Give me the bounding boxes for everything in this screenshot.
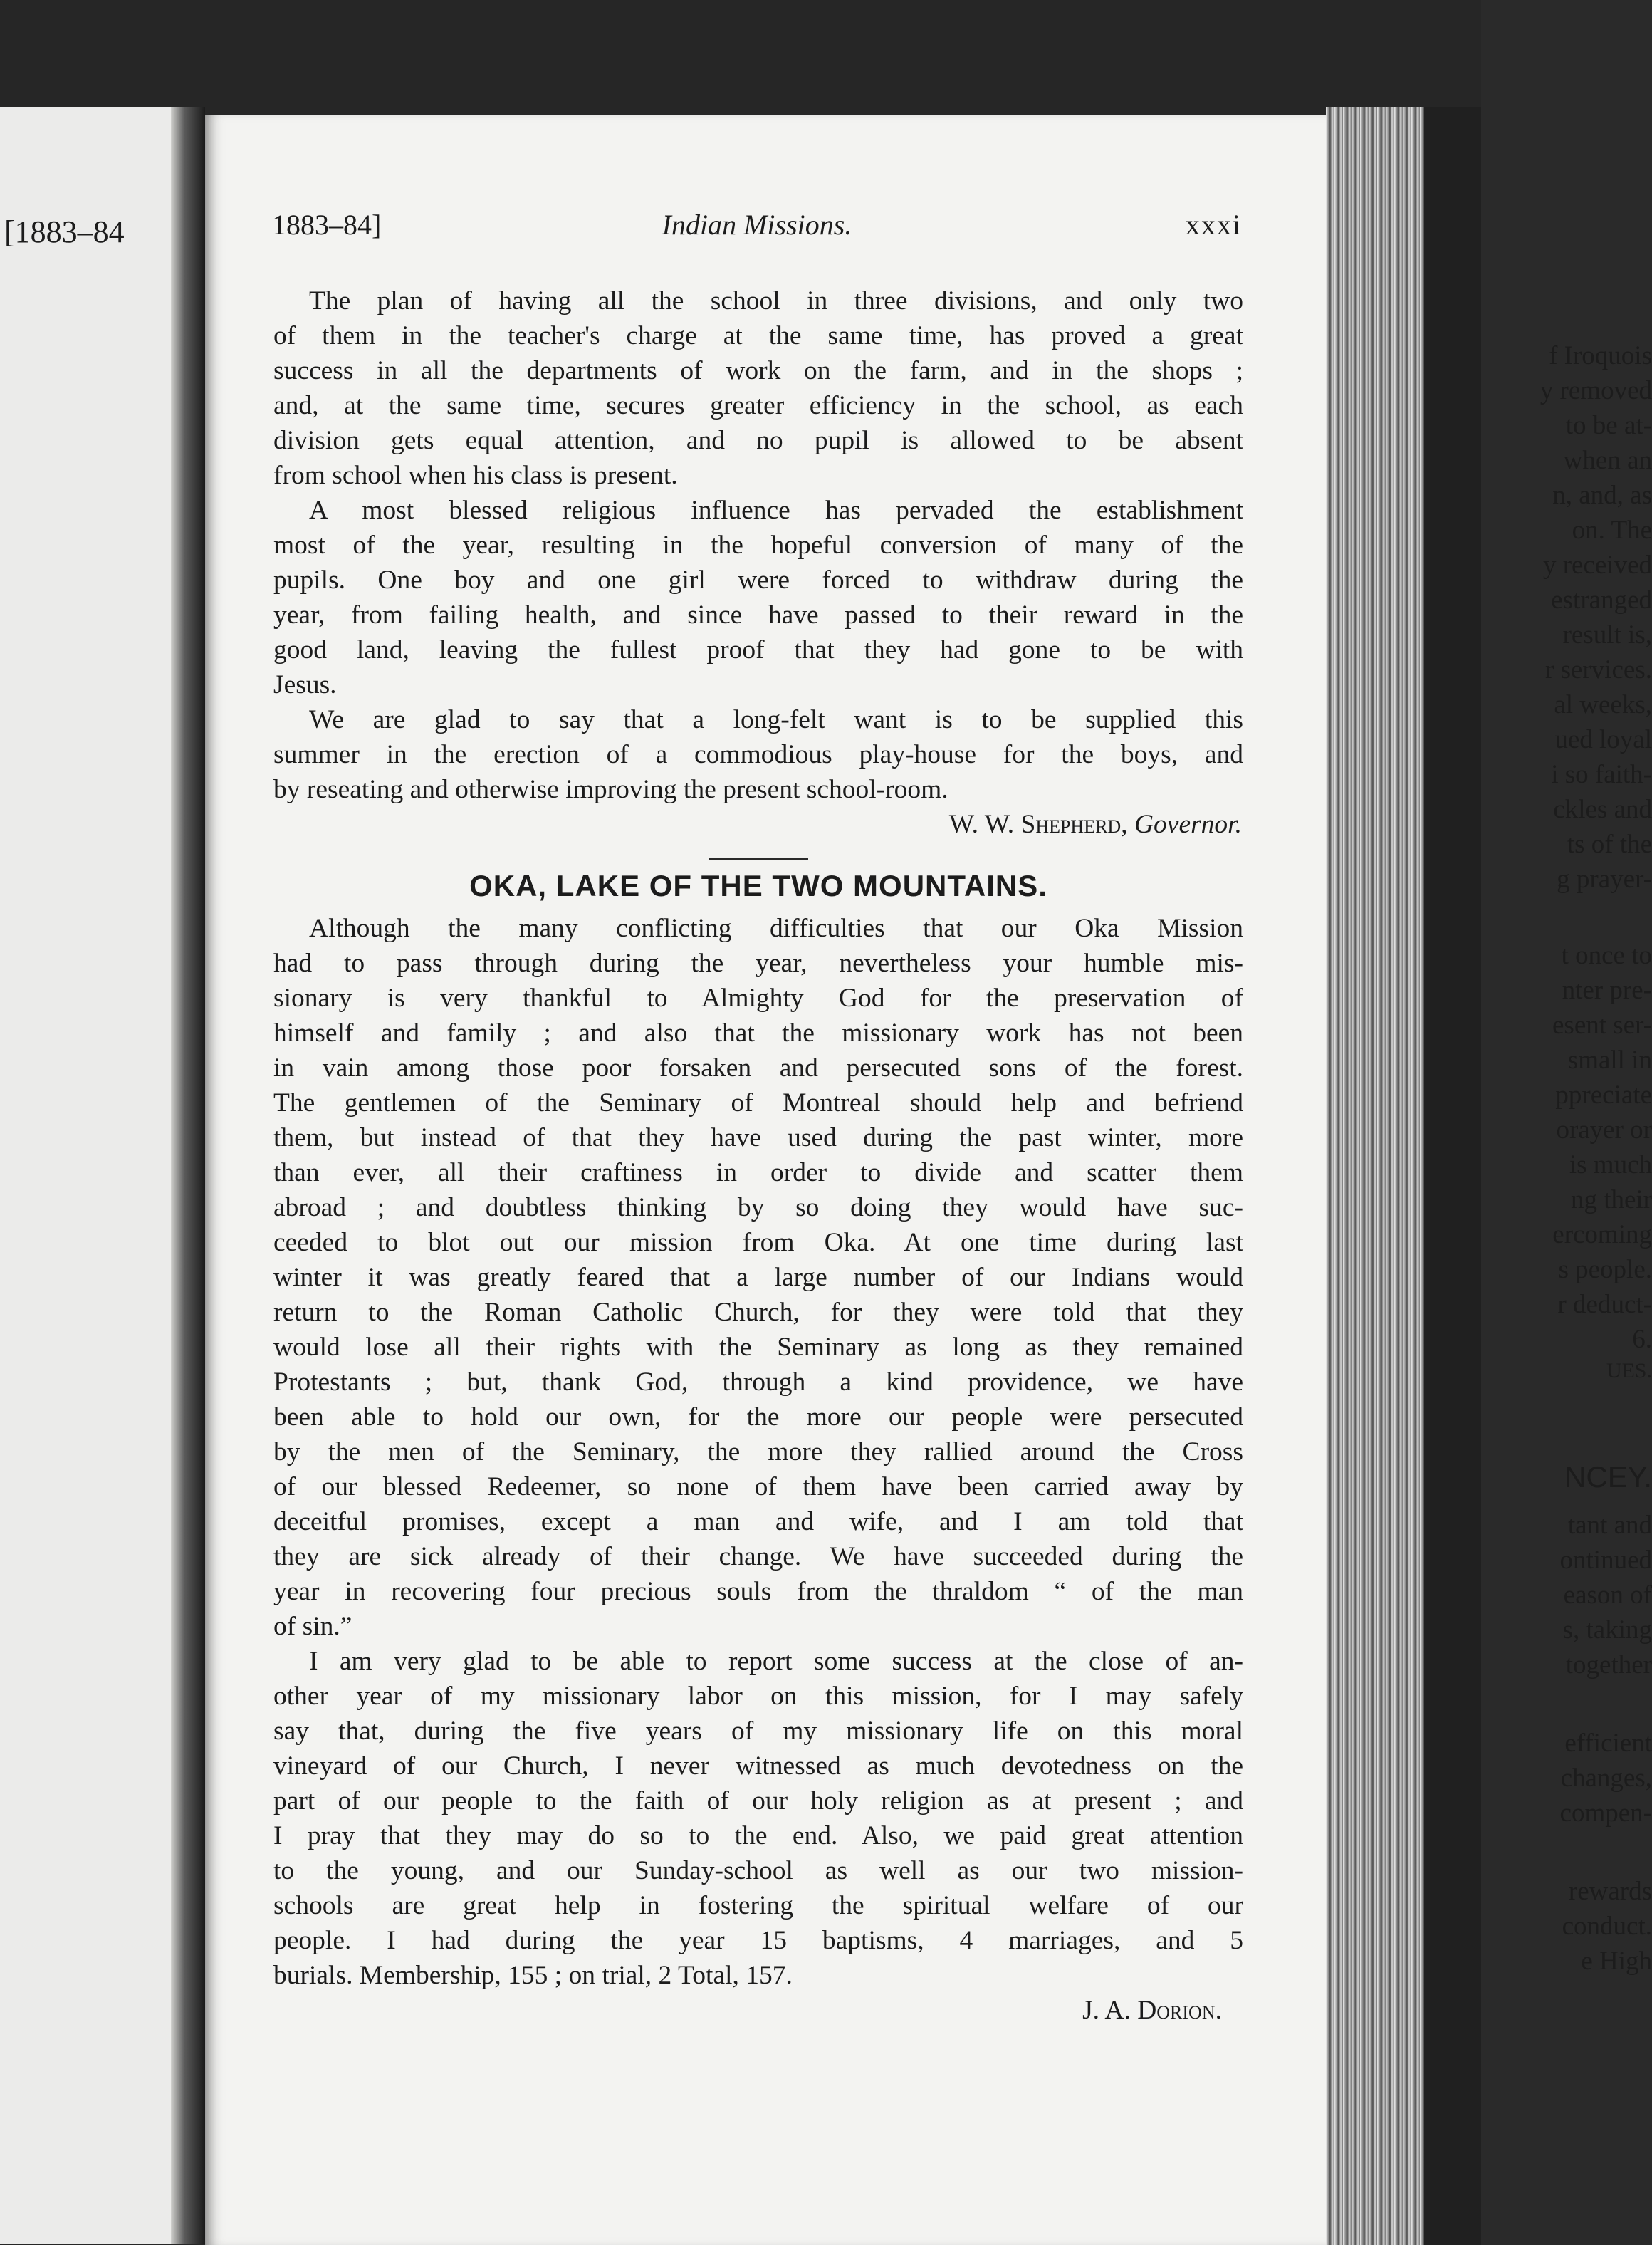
left-text-fragment: ercoming bbox=[1552, 1220, 1652, 1249]
left-text-fragment: e High bbox=[1581, 1947, 1652, 1976]
text-line: by reseating and otherwise improving the present school-room. bbox=[273, 775, 948, 804]
text-line: I pray that they may do so to the end. Also, we paid great attention bbox=[273, 1821, 1243, 1850]
page-body bbox=[273, 283, 1243, 2028]
text-line: would lose all their rights with the Seminary as long as they remained bbox=[273, 1333, 1243, 1362]
text-line: abroad ; and doubtless thinking by so doing they would have suc- bbox=[273, 1193, 1243, 1222]
text-line: burials. Membership, 155 ; on trial, 2 Total, 157. bbox=[273, 1961, 793, 1990]
shepherd-signature bbox=[273, 807, 1243, 842]
left-text-fragment: ontinued bbox=[1559, 1546, 1652, 1575]
scan-background-edge bbox=[1424, 107, 1481, 2245]
text-line: they are sick already of their change. We have succeeded during the bbox=[273, 1542, 1243, 1571]
text-line: part of our people to the faith of our holy religion as at present ; and bbox=[273, 1786, 1243, 1816]
left-text-fragment: orayer or bbox=[1556, 1115, 1652, 1145]
left-text-fragment: ued loyal bbox=[1554, 725, 1652, 754]
text-line: good land, leaving the fullest proof that they had gone to be with bbox=[273, 635, 1243, 665]
left-text-fragment: conduct. bbox=[1562, 1912, 1652, 1941]
text-line: division gets equal attention, and no pupil is allowed to be absent bbox=[273, 426, 1243, 455]
section-divider bbox=[709, 858, 808, 860]
text-line: vineyard of our Church, I never witnessed as much devotedness on the bbox=[273, 1751, 1243, 1781]
signature-name: W. W. Shepherd, bbox=[948, 810, 1128, 839]
page-edges-stack bbox=[1326, 107, 1429, 2245]
left-facing-page bbox=[0, 107, 178, 2244]
left-text-fragment: y received bbox=[1542, 551, 1652, 580]
left-text-fragment: together bbox=[1565, 1650, 1652, 1679]
page-number: xxxi bbox=[1185, 209, 1242, 241]
text-line: pupils. One boy and one girl were forced to withdraw during the bbox=[273, 566, 1243, 595]
text-line: sionary is very thankful to Almighty God for the preservation of bbox=[273, 984, 1243, 1013]
left-text-fragment: on. The bbox=[1572, 516, 1652, 545]
oka-paragraph-1 bbox=[273, 911, 1243, 1644]
text-line: say that, during the five years of my missionary life on this moral bbox=[273, 1717, 1243, 1746]
text-line: deceitful promises, except a man and wife, and I am told that bbox=[273, 1507, 1243, 1536]
text-line: The plan of having all the school in three divisions, and only two bbox=[309, 286, 1243, 316]
left-text-fragment: ts of the bbox=[1567, 830, 1652, 859]
left-text-fragment: s people. bbox=[1558, 1255, 1652, 1284]
left-text-fragment: s, taking bbox=[1562, 1615, 1652, 1645]
text-line: return to the Roman Catholic Church, for they were told that they bbox=[273, 1298, 1243, 1327]
oka-paragraph-2 bbox=[273, 1644, 1243, 1993]
text-line: and, at the same time, secures greater efficiency in the school, as each bbox=[273, 391, 1243, 420]
text-line: summer in the erection of a commodious play-house for the boys, and bbox=[273, 740, 1243, 769]
text-line: of them in the teacher's charge at the same time, has proved a great bbox=[273, 321, 1243, 350]
text-line: been able to hold our own, for the more our people were persecuted bbox=[273, 1402, 1243, 1432]
signature-title: Governor. bbox=[1134, 810, 1242, 839]
left-text-fragment: al weeks, bbox=[1554, 690, 1652, 719]
left-text-fragment: NCEY. bbox=[1564, 1460, 1652, 1494]
left-text-fragment: esent ser- bbox=[1552, 1011, 1652, 1040]
left-text-fragment: rewards bbox=[1568, 1877, 1652, 1906]
text-line: by the men of the Seminary, the more they rallied around the Cross bbox=[273, 1437, 1243, 1467]
text-line: ceeded to blot out our mission from Oka. At one time during last bbox=[273, 1228, 1243, 1257]
running-head-title: Indian Missions. bbox=[662, 209, 852, 241]
text-line: than ever, all their craftiness in order to divide and scatter them bbox=[273, 1158, 1243, 1187]
text-line: of sin.” bbox=[273, 1612, 352, 1641]
left-text-fragment: small in bbox=[1567, 1046, 1652, 1075]
shepherd-paragraph-3 bbox=[273, 702, 1243, 807]
left-text-fragment: 6. bbox=[1632, 1325, 1652, 1354]
text-line: Although the many conflicting difficulties that our Oka Mission bbox=[309, 914, 1243, 943]
left-page-header: [1883–84 bbox=[4, 214, 125, 249]
shepherd-paragraph-1 bbox=[273, 283, 1243, 493]
text-line: had to pass through during the year, nevertheless your humble mis- bbox=[273, 949, 1243, 978]
text-line: other year of my missionary labor on this mission, for I may safely bbox=[273, 1682, 1243, 1711]
text-line: schools are great help in fostering the spiritual welfare of our bbox=[273, 1891, 1243, 1920]
left-gutter-shadow bbox=[171, 107, 205, 2244]
text-line: people. I had during the year 15 baptisms, 4 marriages, and 5 bbox=[273, 1926, 1243, 1955]
left-text-fragment: n, and, as bbox=[1552, 481, 1652, 510]
left-text-fragment: tant and bbox=[1567, 1511, 1652, 1540]
left-text-fragment: changes, bbox=[1560, 1764, 1652, 1793]
left-text-fragment: nter pre- bbox=[1562, 976, 1652, 1005]
left-text-fragment: ng their bbox=[1570, 1185, 1652, 1214]
section-heading: OKA, LAKE OF THE TWO MOUNTAINS. bbox=[469, 869, 1047, 902]
left-text-fragment: i so faith- bbox=[1551, 760, 1652, 789]
left-text-fragment: y removed bbox=[1539, 376, 1652, 405]
left-text-fragment: f Iroquois bbox=[1549, 341, 1652, 370]
left-text-fragment: ckles and bbox=[1553, 795, 1652, 824]
text-line: to the young, and our Sunday-school as well as our two mission- bbox=[273, 1856, 1243, 1885]
running-head bbox=[272, 208, 1242, 251]
left-text-fragment: r services. bbox=[1545, 655, 1652, 684]
left-text-fragment: estranged bbox=[1551, 585, 1652, 615]
text-line: year, from failing health, and since have passed to their reward in the bbox=[273, 600, 1243, 630]
text-line: year in recovering four precious souls from the thraldom “ of the man bbox=[273, 1577, 1243, 1606]
left-text-fragment: result is, bbox=[1562, 620, 1652, 650]
text-line: from school when his class is present. bbox=[273, 461, 678, 490]
text-line: The gentlemen of the Seminary of Montreal should help and befriend bbox=[273, 1088, 1243, 1118]
text-line: We are glad to say that a long-felt want is to be supplied this bbox=[309, 705, 1243, 734]
text-line: Jesus. bbox=[273, 670, 337, 699]
left-text-fragment: to be at- bbox=[1565, 411, 1652, 440]
text-line: in vain among those poor forsaken and persecuted sons of the forest. bbox=[273, 1053, 1243, 1083]
text-line: winter it was greatly feared that a large number of our Indians would bbox=[273, 1263, 1243, 1292]
shepherd-paragraph-2 bbox=[273, 493, 1243, 702]
dorion-signature: J. A. Dorion. bbox=[1082, 1996, 1222, 2025]
text-line: most of the year, resulting in the hopeful conversion of many of the bbox=[273, 531, 1243, 560]
left-text-fragment: eason of bbox=[1563, 1580, 1652, 1610]
left-text-fragment: g prayer- bbox=[1557, 865, 1652, 894]
text-line: success in all the departments of work on the farm, and in the shops ; bbox=[273, 356, 1243, 385]
text-line: Protestants ; but, thank God, through a kind providence, we have bbox=[273, 1368, 1243, 1397]
text-line: I am very glad to be able to report some success at the close of an- bbox=[309, 1647, 1243, 1676]
running-head-year: 1883–84] bbox=[272, 209, 382, 241]
left-text-fragment: r deduct- bbox=[1557, 1290, 1652, 1319]
left-text-fragment: when an bbox=[1563, 446, 1652, 475]
left-text-fragment: ppreciate bbox=[1555, 1080, 1652, 1110]
left-text-fragment: UES. bbox=[1606, 1359, 1652, 1382]
text-line: of our blessed Redeemer, so none of them have been carried away by bbox=[273, 1472, 1243, 1501]
left-text-fragment: efficient bbox=[1564, 1729, 1652, 1758]
text-line: A most blessed religious influence has pervaded the establishment bbox=[309, 496, 1243, 525]
text-line: himself and family ; and also that the missionary work has not been bbox=[273, 1019, 1243, 1048]
left-text-fragment: t once to bbox=[1561, 941, 1652, 970]
text-line: them, but instead of that they have used during the past winter, more bbox=[273, 1123, 1243, 1152]
left-text-fragment: is much bbox=[1569, 1150, 1652, 1179]
left-text-fragment: compen- bbox=[1559, 1798, 1652, 1828]
